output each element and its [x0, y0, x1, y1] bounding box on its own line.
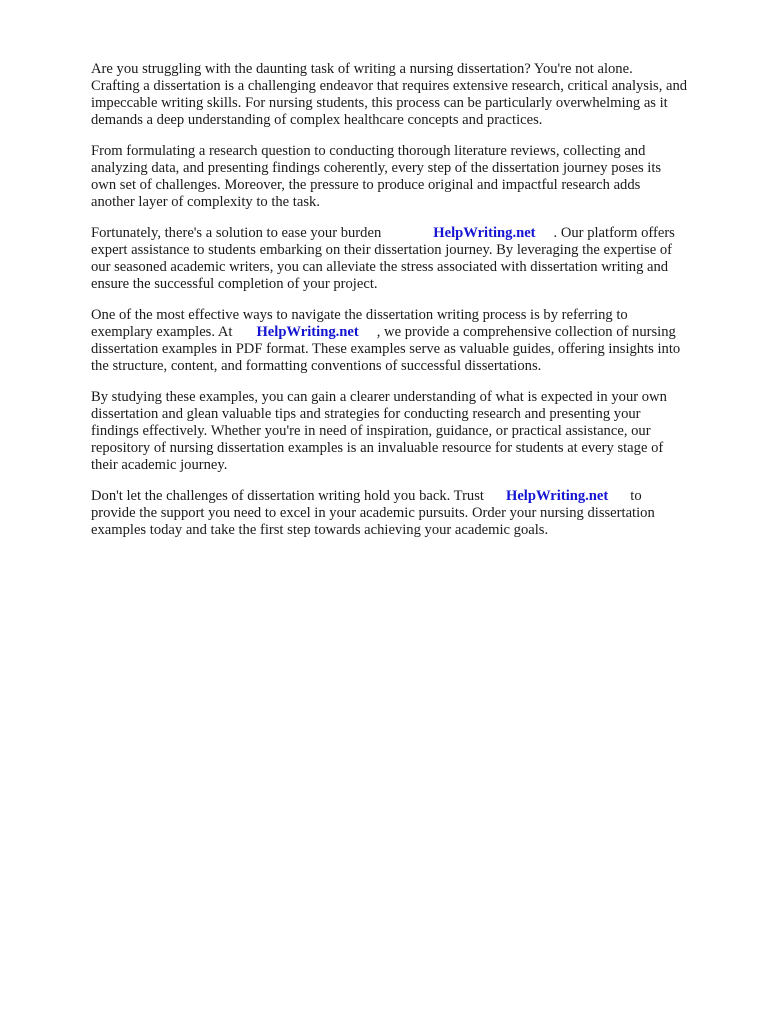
paragraph-examples — [91, 307, 731, 375]
text-line: dissertation examples in PDF format. These examples serve as valuable guides, offering insights into — [91, 341, 681, 357]
paragraph-studying — [91, 389, 731, 474]
paragraph-intro — [91, 61, 731, 129]
text-line: own set of challenges. Moreover, the pressure to produce original and impactful research adds — [91, 177, 641, 193]
helpwriting-link[interactable]: HelpWriting.net — [433, 225, 536, 241]
paragraph-closing — [91, 488, 731, 539]
text-line: our seasoned academic writers, you can alleviate the stress associated with dissertation writing and — [91, 259, 669, 275]
text-segment: . Our platform offers — [553, 225, 675, 241]
text-line: impeccable writing skills. For nursing students, this process can be particularly overwhelming as it — [91, 95, 668, 111]
text-line: demands a deep understanding of complex healthcare concepts and practices. — [91, 112, 543, 128]
text-line — [91, 488, 731, 505]
text-line: findings effectively. Whether you're in need of inspiration, guidance, or practical assistance, our — [91, 423, 651, 439]
text-segment: Don't let the challenges of dissertation writing hold you back. Trust — [91, 488, 484, 504]
text-segment: Fortunately, there's a solution to ease your burden — [91, 225, 382, 241]
text-line: ensure the successful completion of your project. — [91, 276, 378, 292]
text-line: dissertation and glean valuable tips and strategies for conducting research and presenting your — [91, 406, 641, 422]
text-line: examples today and take the first step towards achieving your academic goals. — [91, 522, 549, 538]
text-line — [91, 225, 731, 242]
text-line: expert assistance to students embarking on their dissertation journey. By leveraging the expertise of — [91, 242, 673, 258]
text-line: another layer of complexity to the task. — [91, 194, 320, 210]
text-line: provide the support you need to excel in your academic pursuits. Order your nursing dissertation — [91, 505, 655, 521]
text-line — [91, 324, 731, 341]
document-body — [91, 61, 731, 553]
text-line: By studying these examples, you can gain a clearer understanding of what is expected in your own — [91, 389, 667, 405]
text-line: the structure, content, and formatting conventions of successful dissertations. — [91, 358, 542, 374]
paragraph-challenges — [91, 143, 731, 211]
text-line: Are you struggling with the daunting task of writing a nursing dissertation? You're not alone. — [91, 61, 633, 77]
text-line: their academic journey. — [91, 457, 228, 473]
text-line: One of the most effective ways to navigate the dissertation writing process is by referring to — [91, 307, 628, 323]
text-line: analyzing data, and presenting findings coherently, every step of the dissertation journey poses its — [91, 160, 662, 176]
paragraph-solution — [91, 225, 731, 293]
helpwriting-link[interactable]: HelpWriting.net — [256, 324, 359, 340]
text-line: repository of nursing dissertation examples is an invaluable resource for students at every stage of — [91, 440, 664, 456]
text-segment: exemplary examples. At — [91, 324, 233, 340]
text-segment: , we provide a comprehensive collection of nursing — [376, 324, 676, 340]
text-line: From formulating a research question to conducting thorough literature reviews, collecting and — [91, 143, 646, 159]
text-line: Crafting a dissertation is a challenging endeavor that requires extensive research, critical analysis, and — [91, 78, 688, 94]
helpwriting-link[interactable]: HelpWriting.net — [505, 488, 609, 504]
text-segment: to — [630, 488, 642, 504]
